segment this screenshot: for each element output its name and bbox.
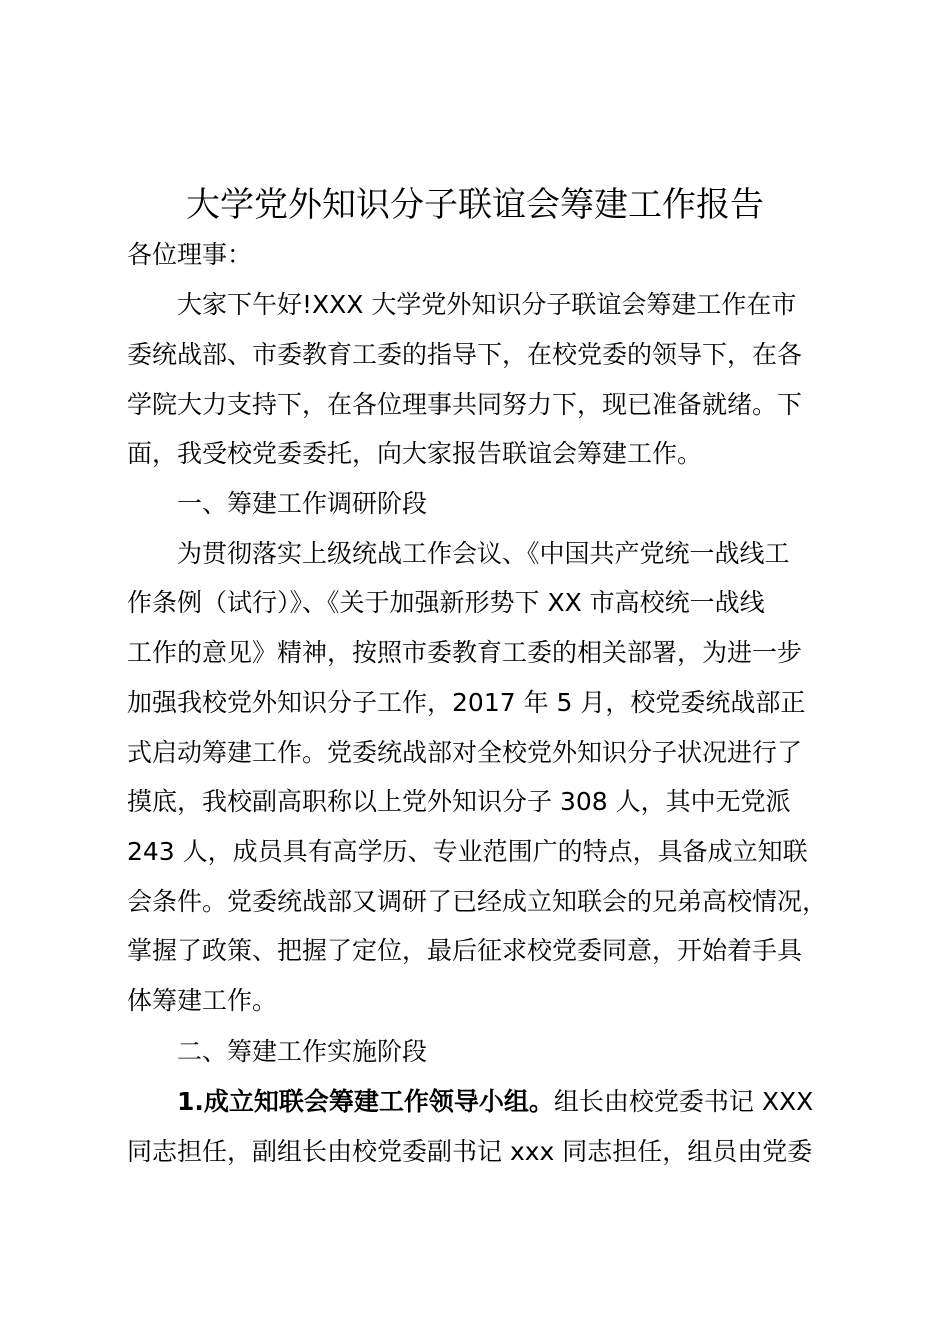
paragraph-line: 掌握了政策、把握了定位，最后征求校党委同意，开始着手具 xyxy=(127,936,803,965)
paragraph-line: 式启动筹建工作。党委统战部对全校党外知识分子状况进行了 xyxy=(127,738,803,767)
section-heading: 二、筹建工作实施阶段 xyxy=(177,1037,428,1066)
paragraph-line: 委统战部、市委教育工委的指导下，在校党委的领导下，在各 xyxy=(127,340,803,369)
paragraph-line: 摸底，我校副高职称以上党外知识分子 308 人，其中无党派 xyxy=(127,787,791,816)
paragraph-line: 工作的意见》精神，按照市委教育工委的相关部署，为进一步 xyxy=(127,638,803,667)
paragraph-line: 会条件。党委统战部又调研了已经成立知联会的兄弟高校情况， xyxy=(127,887,828,916)
section-heading: 一、筹建工作调研阶段 xyxy=(177,489,428,518)
paragraph-line: 作条例（试行）》、《关于加强新形势下 XX 市高校统一战线 xyxy=(127,588,765,617)
paragraph-line xyxy=(177,1085,813,1119)
paragraph-line: 学院大力支持下，在各位理事共同努力下，现已准备就绪。下 xyxy=(127,390,803,419)
paragraph-line: 为贯彻落实上级统战工作会议、《中国共产党统一战线工 xyxy=(177,539,790,568)
paragraph-line: 面，我受校党委委托，向大家报告联谊会筹建工作。 xyxy=(127,439,703,468)
document-title: 大学党外知识分子联谊会筹建工作报告 xyxy=(186,185,764,225)
paragraph-text: 组长由校党委书记 XXX xyxy=(553,1087,814,1116)
paragraph-line: 体筹建工作。 xyxy=(127,986,278,1015)
paragraph-line: 243 人，成员具有高学历、专业范围广的特点，具备成立知联 xyxy=(127,837,808,866)
bold-lead-text: 1.成立知联会筹建工作领导小组。 xyxy=(177,1087,554,1116)
paragraph-line: 大家下午好!XXX 大学党外知识分子联谊会筹建工作在市 xyxy=(177,290,797,319)
paragraph-line: 同志担任，副组长由校党委副书记 xxx 同志担任，组员由党委 xyxy=(127,1137,813,1166)
paragraph-line: 加强我校党外知识分子工作，2017 年 5 月，校党委统战部正 xyxy=(127,688,806,717)
salutation: 各位理事： xyxy=(127,240,253,269)
